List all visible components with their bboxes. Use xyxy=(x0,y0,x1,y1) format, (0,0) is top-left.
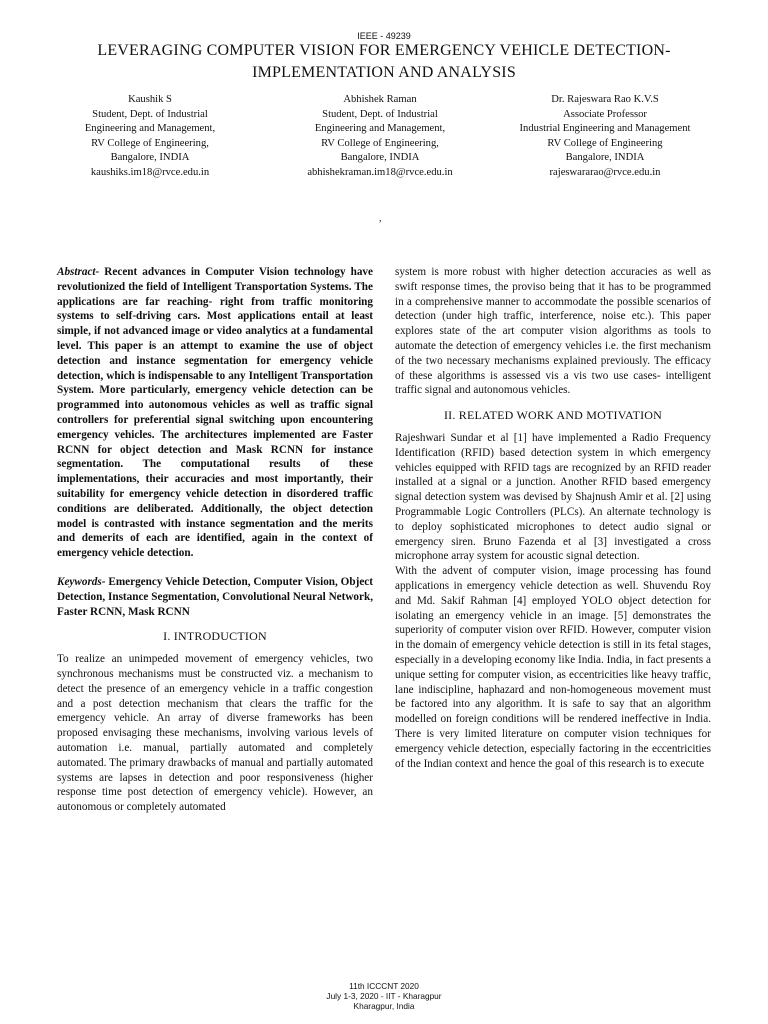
keywords-label: Keywords- xyxy=(57,575,106,588)
author-block-2 xyxy=(290,93,470,180)
paper-title xyxy=(30,40,738,84)
author-email: rajeswararao@rvce.edu.in xyxy=(549,166,661,178)
author-name: Abhishek Raman xyxy=(343,94,417,105)
title-line-2: IMPLEMENTATION AND ANALYSIS xyxy=(252,64,516,81)
footer-conference: 11th ICCCNT 2020 xyxy=(349,981,419,991)
footer-dates: July 1-3, 2020 - IIT - Kharagpur xyxy=(326,991,442,1001)
keywords xyxy=(57,575,373,619)
author-name: Dr. Rajeswara Rao K.V.S xyxy=(551,94,659,105)
abstract-text: Recent advances in Computer Vision technology have revolutionized the field of Intelligent Transportation Systems. The applications are far reaching- right from traffic monitoring systems to self-driving cars. Most applications entail at least simple, if not advanced image or video analytics at a fundamental level. This paper is an attempt to examine the use of object detection and instance segmentation for emergency vehicle detection, which is indispensable to any Intelligent Transportation System. More particularly, emergency vehicle detection can be programmed into autonomous vehicles as well as traffic signal controllers for preferential signal switching upon encountering emergency vehicles. The architectures implemented are Faster RCNN for object detection and Mask RCNN for instance segmentation. The computational results of these implementations, their accuracies and most importantly, their suitability for emergency vehicle detection in disordered traffic conditions are deliberated. Additionally, the object detection model is contrasted with instance segmentation and the merits and demerits of each are identified, again in the context of emergency vehicle detection. xyxy=(57,266,373,560)
page-id: IEEE - 49239 xyxy=(357,31,411,41)
author-block-1 xyxy=(60,93,240,180)
author-name: Kaushik S xyxy=(128,94,172,105)
introduction-continued: system is more robust with higher detection accuracies as well as swift response times, the proviso being that it has to be programmed in a comprehensive manner to accommodate the possible scenarios of detection (under high traffic, interference, noise etc.). This paper explores state of the art computer vision algorithms as tools to automate the detection of emergency vehicles i.e. the first mechanism of the two necessary mechanisms explained previously. The efficacy of these algorithms is assessed vis a vis two use cases- intelligent traffic signal and autonomous vehicles. xyxy=(395,266,711,397)
left-column xyxy=(57,265,373,815)
section-heading-related-work: II. RELATED WORK AND MOTIVATION xyxy=(443,408,663,423)
abstract xyxy=(57,265,373,561)
author-city: Bangalore, INDIA xyxy=(340,152,420,163)
author-college: RV College of Engineering xyxy=(547,137,663,149)
author-city: Bangalore, INDIA xyxy=(565,152,645,163)
author-dept: Engineering and Management, xyxy=(314,123,446,134)
stray-comma: , xyxy=(379,213,382,224)
related-work-paragraph-2: With the advent of computer vision, image processing has found applications in emergency vehicle detection as well. Shuvendu Roy and Md. Sakif Rahman [4] employed YOLO object detection for isolating an emergency vehicle in an image. [5] demonstrates the superiority of computer vision over RFID. However, computer vision in the domain of emergency vehicle detection is still in its fetal stages, especially in a developing economy like India. India, in fact presents a unique setting for computer vision, as eccentricities like heavy traffic, lane indiscipline, haphazard and non-homogeneous movement must be factored into any algorithm. It is safe to say that an algorithm modelled on foreign conditions will be rendered ineffective in India. There is very limited literature on computer vision techniques for emergency vehicle detection, especially factoring in the eccentricities of the Indian context and hence the goal of this research is to execute xyxy=(395,565,711,770)
title-line-1: LEVERAGING COMPUTER VISION FOR EMERGENCY VEHICLE DETECTION- xyxy=(97,42,671,59)
footer-location: Kharagpur, India xyxy=(353,1001,415,1011)
page-footer xyxy=(0,981,768,1011)
keywords-text: Emergency Vehicle Detection, Computer Vision, Object Detection, Instance Segmentation, Convolutional Neural Network, Faster RCNN, Mask RCNN xyxy=(57,575,373,618)
author-role: Student, Dept. of Industrial xyxy=(92,108,208,120)
author-dept: Industrial Engineering and Management xyxy=(519,123,691,134)
author-role: Student, Dept. of Industrial xyxy=(322,108,438,120)
author-role: Associate Professor xyxy=(563,108,647,120)
author-college: RV College of Engineering, xyxy=(91,137,209,149)
author-block-3 xyxy=(495,93,715,180)
author-dept: Engineering and Management, xyxy=(84,123,216,134)
right-column xyxy=(395,265,711,771)
author-city: Bangalore, INDIA xyxy=(110,152,190,163)
abstract-label: Abstract- xyxy=(57,266,100,278)
related-work-paragraph-1: Rajeshwari Sundar et al [1] have implemented a Radio Frequency Identification (RFID) based detection system in which emergency vehicles equipped with RFID tags are recognized by an RFID reader installed at a signal or a junction. Another RFID based emergency signal detection system was devised by Shajnush Amir et al. [2] using Programmable Logic Controllers (PLCs). An alternate technology is to deploy sophisticated microphones to detect audio signal or emergency siren. Bruno Fazenda et al [3] investigated a cross microphone array system for acoustic signal detection. xyxy=(395,431,711,563)
author-email: abhishekraman.im18@rvce.edu.in xyxy=(307,166,453,178)
introduction-paragraph: To realize an unimpeded movement of emergency vehicles, two synchronous mechanisms must be constructed viz. a mechanism to detect the presence of an emergency vehicle in a traffic congestion and a post detection mechanism that clears the traffic for the emergency vehicle. An array of diverse frameworks has been proposed envisaging these mechanisms, involving various levels of automation i.e. manual, partially automated and completely automated. The primary drawbacks of manual and partially automated systems are lapses in detection and poor responsiveness (higher response time post detection of emergency vehicle). However, an autonomous or completely automated xyxy=(57,653,373,814)
author-college: RV College of Engineering, xyxy=(321,137,439,149)
author-email: kaushiks.im18@rvce.edu.in xyxy=(90,166,210,178)
section-heading-introduction: I. INTRODUCTION xyxy=(163,629,267,644)
